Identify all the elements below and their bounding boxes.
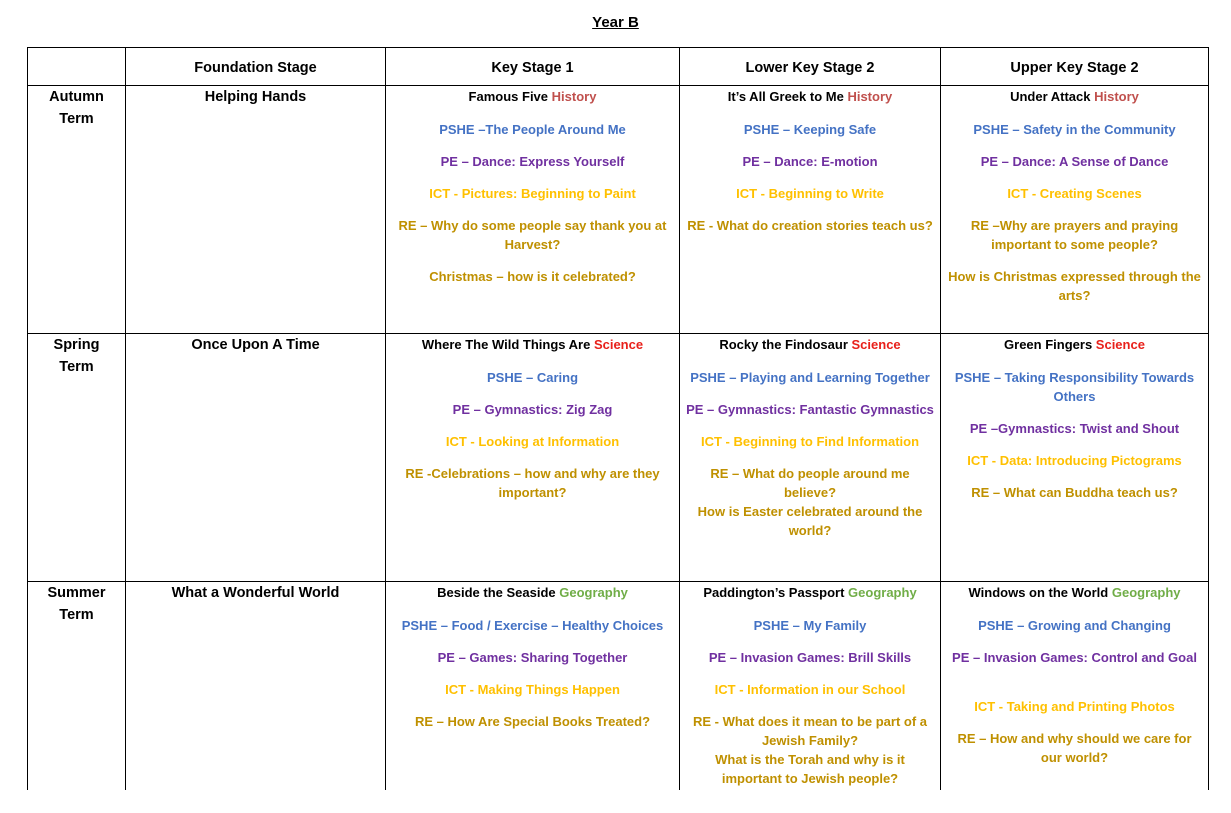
- uks2-cell: [941, 582, 1209, 790]
- lks2-cell: [680, 582, 941, 790]
- ict-line: ICT - Making Things Happen: [445, 682, 620, 697]
- term-label: Summer Term: [28, 582, 126, 790]
- pe-line: PE – Dance: E-motion: [742, 154, 878, 169]
- re-line: RE – What can Buddha teach us?: [971, 485, 1178, 500]
- ict-line: ICT - Beginning to Find Information: [700, 434, 920, 449]
- ict-line: ICT - Information in our School: [714, 682, 906, 697]
- lks2-cell: [680, 86, 941, 334]
- ict-line: ICT - Creating Scenes: [1007, 186, 1142, 201]
- re-line: RE - What do creation stories teach us?: [687, 218, 933, 233]
- foundation-topic: Once Upon A Time: [126, 334, 386, 582]
- pshe-line: PSHE – Growing and Changing: [978, 618, 1171, 633]
- re-line-extra: Christmas – how is it celebrated?: [429, 269, 636, 284]
- topic-line: Famous Five History: [468, 89, 597, 104]
- document-title: Year B: [592, 14, 639, 31]
- pshe-line: PSHE – Keeping Safe: [743, 122, 877, 137]
- term-label: Autumn Term: [28, 86, 126, 334]
- re-line-extra: How is Christmas expressed through the arts?: [948, 269, 1201, 303]
- re-line: RE – How and why should we care for our world?: [957, 731, 1192, 765]
- pshe-line: PSHE – Playing and Learning Together: [690, 370, 930, 385]
- topic-line: Green Fingers Science: [1004, 337, 1145, 352]
- pshe-line: PSHE – Food / Exercise – Healthy Choices: [401, 618, 664, 633]
- ict-line: ICT - Pictures: Beginning to Paint: [429, 186, 636, 201]
- re-line: RE –Why are prayers and praying important to some people?: [970, 218, 1179, 252]
- re-line: RE – Why do some people say thank you at Harvest?: [398, 218, 667, 252]
- pe-line: PE – Gymnastics: Zig Zag: [452, 402, 613, 417]
- term-row-summer: [28, 582, 1209, 790]
- lks2-cell: [680, 334, 941, 582]
- re-line: RE -Celebrations – how and why are they important?: [405, 466, 660, 500]
- header-row: [28, 48, 1209, 86]
- topic-line: It’s All Greek to Me History: [727, 89, 893, 104]
- pe-line: PE – Dance: Express Yourself: [440, 154, 625, 169]
- header-key-stage-1: Key Stage 1: [386, 48, 680, 86]
- topic-line: Rocky the Findosaur Science: [719, 337, 901, 352]
- ks1-cell: [386, 86, 680, 334]
- term-row-spring: [28, 334, 1209, 582]
- term-row-autumn: [28, 86, 1209, 334]
- header-foundation-stage: Foundation Stage: [126, 48, 386, 86]
- ks1-cell: [386, 582, 680, 790]
- foundation-topic: What a Wonderful World: [126, 582, 386, 790]
- pe-line: PE –Gymnastics: Twist and Shout: [969, 421, 1180, 436]
- topic-line: Where The Wild Things Are Science: [421, 337, 644, 352]
- re-line: RE – What do people around me believe?: [710, 466, 910, 500]
- pe-line: PE – Games: Sharing Together: [437, 650, 628, 665]
- ict-line: ICT - Taking and Printing Photos: [974, 699, 1175, 714]
- uks2-cell: [941, 334, 1209, 582]
- pe-line: PE – Invasion Games: Control and Goal: [952, 650, 1197, 665]
- pe-line: PE – Gymnastics: Fantastic Gymnastics: [686, 402, 934, 417]
- pshe-line: PSHE – Safety in the Community: [973, 122, 1176, 137]
- term-label: Spring Term: [28, 334, 126, 582]
- pe-line: PE – Dance: A Sense of Dance: [980, 154, 1169, 169]
- re-line-extra: How is Easter celebrated around the world?: [697, 504, 923, 538]
- curriculum-table: [27, 47, 1209, 790]
- header-upper-key-stage-2: Upper Key Stage 2: [941, 48, 1209, 86]
- foundation-topic: Helping Hands: [126, 86, 386, 334]
- topic-line: Beside the Seaside Geography: [437, 585, 628, 600]
- re-line-extra: What is the Torah and why is it important to Jewish people?: [715, 752, 905, 786]
- pshe-line: PSHE – Caring: [486, 370, 579, 385]
- pshe-line: PSHE – My Family: [753, 618, 867, 633]
- ict-line: ICT - Looking at Information: [445, 434, 620, 449]
- header-term: [28, 48, 126, 86]
- pshe-line: PSHE –The People Around Me: [439, 122, 626, 137]
- topic-line: Windows on the World Geography: [968, 585, 1181, 600]
- topic-line: Paddington’s Passport Geography: [703, 585, 917, 600]
- pe-line: PE – Invasion Games: Brill Skills: [708, 650, 912, 665]
- uks2-cell: [941, 86, 1209, 334]
- pshe-line: PSHE – Taking Responsibility Towards Others: [954, 370, 1195, 404]
- ict-line: ICT - Data: Introducing Pictograms: [967, 453, 1182, 468]
- re-line: RE - What does it mean to be part of a Jewish Family?: [692, 714, 928, 748]
- re-line: RE – How Are Special Books Treated?: [414, 714, 651, 729]
- header-lower-key-stage-2: Lower Key Stage 2: [680, 48, 941, 86]
- topic-line: Under Attack History: [1010, 89, 1139, 104]
- ict-line: ICT - Beginning to Write: [736, 186, 884, 201]
- ks1-cell: [386, 334, 680, 582]
